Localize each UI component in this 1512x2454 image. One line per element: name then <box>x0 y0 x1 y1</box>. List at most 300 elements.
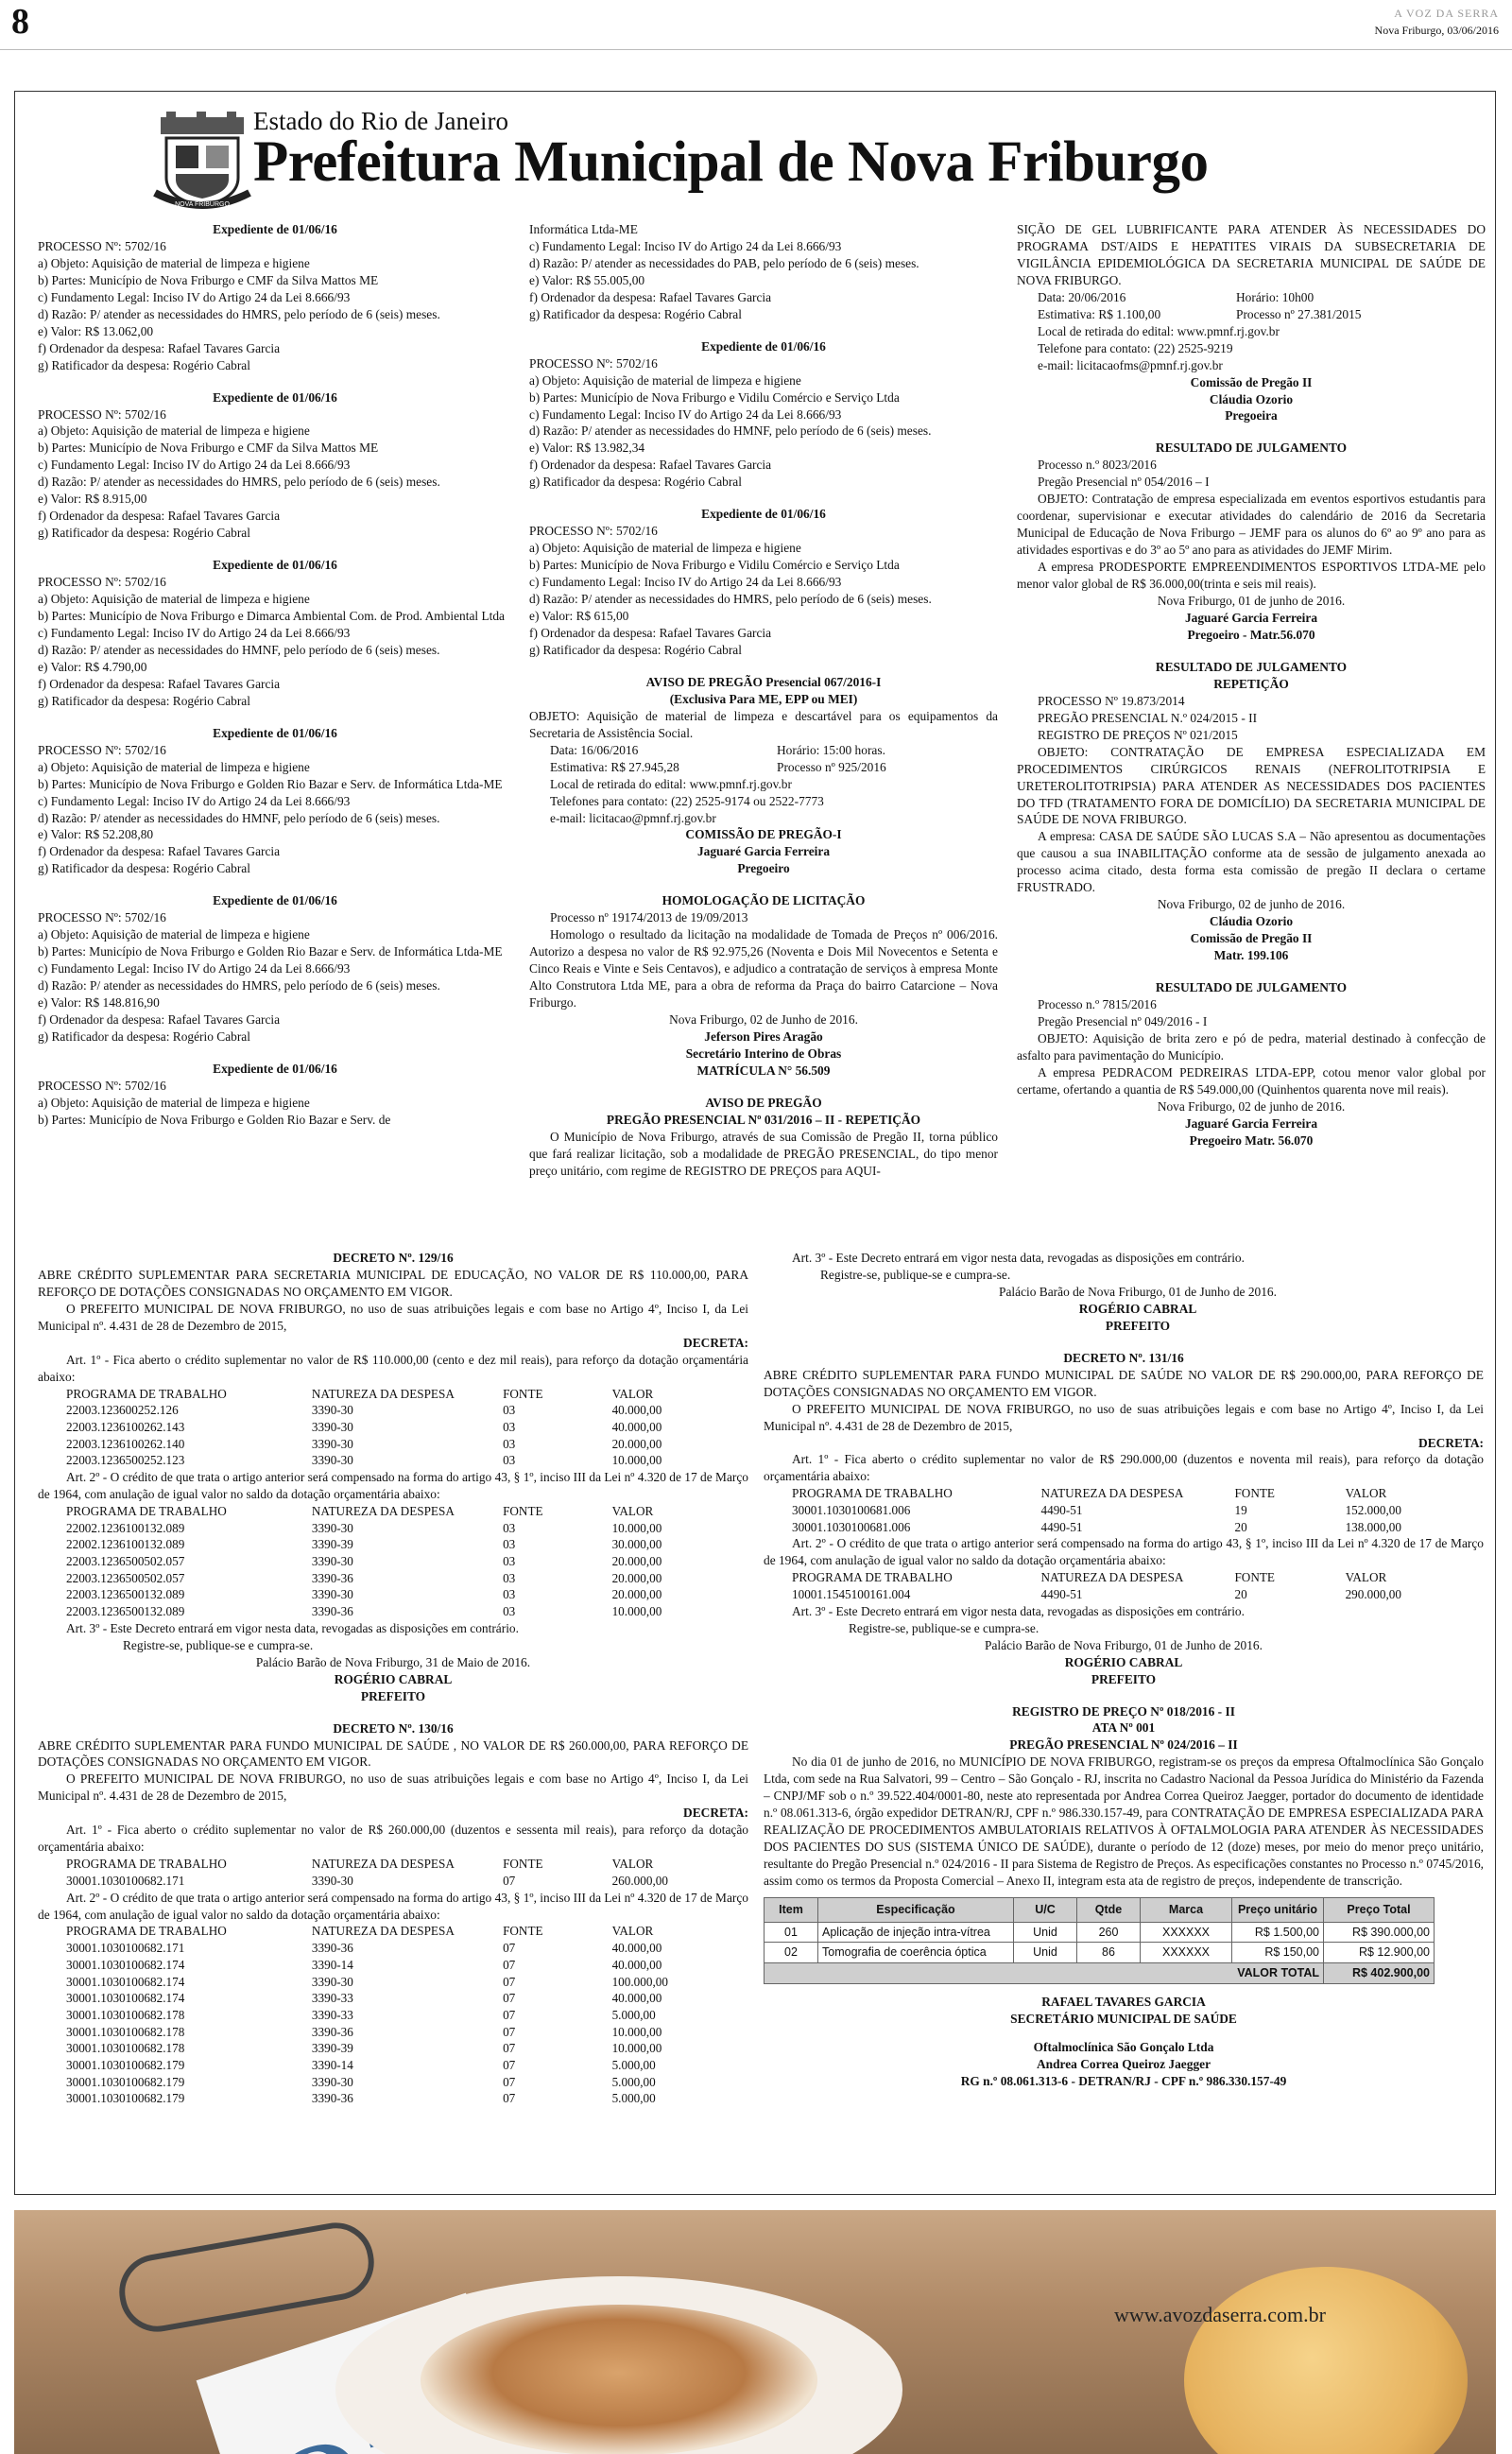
expediente-line: d) Razão: P/ atender as necessidades do PAB, pelo período de 6 (seis) meses. <box>529 255 919 270</box>
crest-motto: NOVA FRIBURGO <box>175 201 230 208</box>
expediente-line: e) Valor: R$ 55.005,00 <box>529 272 645 287</box>
budget-cell: 30001.1030100682.178 <box>66 2024 185 2039</box>
price-cell: R$ 150,00 <box>1232 1943 1324 1963</box>
decree-palacio: Palácio Barão de Nova Friburgo, 01 de Junho de 2016. <box>985 1637 1263 1652</box>
newspaper-date: Nova Friburgo, 03/06/2016 <box>1374 24 1499 37</box>
registro-ata: ATA Nº 001 <box>1091 1720 1156 1736</box>
aviso2-continuation: SIÇÃO DE GEL LUBRIFICANTE PARA ATENDER ÀS NECESSIDADES DO PROGRAMA DST/AIDS E HEPATITES VIRAIS DA SUBSECRETARIA DE VIGILÂNCIA EPIDEMIOLÓGICA DA SECRETARIA MUNICIPAL DE SAÚDE DE NOVA FRIBURGO. <box>1017 222 1486 287</box>
budget-row <box>66 1536 748 1553</box>
budget-cell: 4490-51 <box>1040 1587 1083 1602</box>
price-col-header: U/C <box>1014 1897 1077 1922</box>
budget-cell: 30001.1030100681.006 <box>792 1519 911 1534</box>
expediente-line: d) Razão: P/ atender as necessidades do HMRS, pelo período de 6 (seis) meses. <box>38 475 440 490</box>
budget-row <box>66 1586 748 1603</box>
aviso-estimativa: Estimativa: R$ 27.945,28 <box>550 759 679 774</box>
price-col-header: Qtde <box>1077 1897 1141 1922</box>
aviso-hora: Horário: 15:00 horas. <box>777 742 885 757</box>
res3-signer: Jaguaré Garcia Ferreira <box>1184 1115 1318 1131</box>
d130-registre: Registre-se, publique-se e cumpra-se. <box>820 1267 1011 1282</box>
budget-col-header: FONTE <box>503 1857 543 1872</box>
registro-rep: Andrea Correa Queiroz Jaegger <box>1036 2056 1211 2071</box>
aviso-subtitle: (Exclusiva Para ME, EPP ou MEI) <box>669 691 858 706</box>
budget-cell: 10.000,00 <box>611 1520 662 1535</box>
price-col-header: Marca <box>1141 1897 1232 1922</box>
budget-col-header: VALOR <box>1345 1570 1387 1585</box>
decree-subject: ABRE CRÉDITO SUPLEMENTAR PARA FUNDO MUNICIPAL DE SAÚDE NO VALOR DE R$ 290.000,00, PARA REFORÇO DE DOTAÇÕES CONSIGNADAS NO ORÇAMENTO EM VIGOR. <box>764 1367 1484 1399</box>
budget-col-header: FONTE <box>503 1924 543 1939</box>
budget-cell: 30001.1030100682.171 <box>66 1873 185 1888</box>
budget-cell: 3390-30 <box>311 1520 353 1535</box>
budget-cell: 07 <box>503 1991 516 2006</box>
budget-cell: 22003.1236500132.089 <box>66 1604 185 1619</box>
budget-row <box>66 1974 748 1991</box>
c3-estimativa: Estimativa: R$ 1.100,00 <box>1038 306 1161 321</box>
budget-cell: 20 <box>1234 1519 1247 1534</box>
coffee-foam <box>421 2305 817 2454</box>
expediente-line: b) Partes: Município de Nova Friburgo e Golden Rio Bazar e Serv. de Informática Ltda-ME <box>38 944 503 959</box>
budget-cell: 30.000,00 <box>611 1537 662 1552</box>
budget-cell: 20.000,00 <box>611 1570 662 1585</box>
expediente-line: PROCESSO Nº: 5702/16 <box>38 406 166 422</box>
decree-art3: Art. 3º - Este Decreto entrará em vigor nesta data, revogadas as disposições em contrário. <box>792 1603 1245 1618</box>
decree-art1: Art. 1º - Fica aberto o crédito suplementar no valor de R$ 290.000,00 (duzentos e noventa mil reais), para reforço da dotação orçamentária abaixo: <box>764 1452 1484 1484</box>
budget-cell: 22003.1236500252.123 <box>66 1453 185 1468</box>
budget-cell: 138.000,00 <box>1345 1519 1401 1534</box>
expediente-line: c) Fundamento Legal: Inciso IV do Artigo 24 da Lei 8.666/93 <box>529 238 842 253</box>
aviso-local: Local de retirada do edital: www.pmnf.rj.gov.br <box>550 776 792 791</box>
budget-row <box>66 1940 748 1957</box>
budget-cell: 07 <box>503 1974 516 1989</box>
budget-cell: 22002.1236100132.089 <box>66 1537 185 1552</box>
aviso-cargo: Pregoeiro <box>737 861 790 876</box>
expediente-line: a) Objeto: Aquisição de material de limpeza e higiene <box>529 541 801 556</box>
res2-title: RESULTADO DE JULGAMENTO <box>1155 659 1348 674</box>
c3-processo: Processo nº 27.381/2015 <box>1236 306 1362 321</box>
budget-row <box>66 1520 748 1537</box>
budget-cell: 3390-39 <box>311 2041 353 2056</box>
budget-cell: 3390-30 <box>311 1436 353 1451</box>
res2-signer-role: Comissão de Pregão II <box>1190 931 1313 946</box>
budget-cell: 3390-39 <box>311 1537 353 1552</box>
price-cell: Unid <box>1014 1922 1077 1943</box>
budget-cell: 10.000,00 <box>611 2024 662 2039</box>
expediente-line: PROCESSO Nº: 5702/16 <box>38 1078 166 1093</box>
budget-cell: 3390-30 <box>311 1587 353 1602</box>
homologacao-signer-role: Secretário Interino de Obras <box>685 1046 842 1061</box>
res2-subtitle: REPETIÇÃO <box>1213 676 1289 691</box>
decree-art2: Art. 2º - O crédito de que trata o artigo anterior será compensado na forma do artigo 43, § 1º, inciso III da Lei nº 4.320 de 17 de Março de 1964, com anulação de igual valor no saldo da dotação orçamentária abaixo: <box>38 1470 748 1502</box>
budget-table <box>66 1503 748 1620</box>
aviso2-text: O Município de Nova Friburgo, através de sua Comissão de Pregão II, torna público que fará realizar licitação, sob a modalidade de PREGÃO PRESENCIAL, do tipo menor preço unitário, com regime de REGISTRO DE PREÇOS para AQUI- <box>529 1129 998 1178</box>
price-col-header: Especificação <box>818 1897 1014 1922</box>
expediente-line: PROCESSO Nº: 5702/16 <box>529 524 658 539</box>
budget-col-header: VALOR <box>611 1857 654 1872</box>
d130-signer-role: PREFEITO <box>1105 1318 1171 1333</box>
budget-cell: 3390-30 <box>311 1403 353 1418</box>
budget-cell: 30001.1030100682.179 <box>66 2057 185 2072</box>
budget-row <box>66 2090 748 2107</box>
budget-col-header: FONTE <box>503 1503 543 1518</box>
decree-art2: Art. 2º - O crédito de que trata o artigo anterior será compensado na forma do artigo 43, § 1º, inciso III da Lei nº 4.320 de 17 de Março de 1964, com anulação de igual valor no saldo da dotação orçamentária abaixo: <box>38 1890 748 1922</box>
budget-col-header: NATUREZA DA DESPESA <box>1040 1486 1184 1501</box>
budget-cell: 30001.1030100682.174 <box>66 1957 185 1972</box>
budget-cell: 3390-30 <box>311 1420 353 1434</box>
expediente-line: PROCESSO Nº: 5702/16 <box>38 238 166 253</box>
registro-pregao: PREGÃO PRESENCIAL Nº 024/2016 – II <box>1009 1737 1238 1753</box>
expediente-heading: Expediente de 01/06/16 <box>213 1061 337 1076</box>
budget-cell: 5.000,00 <box>611 2007 656 2022</box>
budget-col-header: PROGRAMA DE TRABALHO <box>66 1924 227 1939</box>
expediente-line: g) Ratificador da despesa: Rogério Cabral <box>38 526 250 541</box>
aviso-comissao: COMISSÃO DE PREGÃO-I <box>685 827 842 842</box>
price-cell: Aplicação de injeção intra-vítrea <box>818 1922 1014 1943</box>
res2-date: Nova Friburgo, 02 de junho de 2016. <box>1157 897 1346 912</box>
ad-url[interactable]: www.avozdaserra.com.br <box>1114 2303 1326 2326</box>
budget-col-header: PROGRAMA DE TRABALHO <box>66 1857 227 1872</box>
budget-cell: 5.000,00 <box>611 2091 656 2106</box>
decree-art1: Art. 1º - Fica aberto o crédito suplementar no valor de R$ 260.000,00 (duzentos e sessenta mil reais), para reforço da dotação orçamentária abaixo: <box>38 1823 748 1855</box>
expediente-line: g) Ratificador da despesa: Rogério Cabral <box>38 861 250 876</box>
budget-row <box>66 1419 748 1436</box>
budget-cell: 07 <box>503 2007 516 2022</box>
budget-col-header: VALOR <box>611 1503 654 1518</box>
res3-date: Nova Friburgo, 02 de junho de 2016. <box>1157 1098 1346 1114</box>
decree-registre: Registre-se, publique-se e cumpra-se. <box>123 1637 314 1652</box>
res1-objeto: OBJETO: Contratação de empresa especializada em eventos esportivos estudantis para coordenar, supervisionar e executar atividades do calendário de 2016 da Secretaria Municipal de Educação de Nova Friburgo – JEMF para os alunos do 6º ao 9º ano para as atividades esportivas e do 3º ao 5º ano para as atividades do JEMF Mirim. <box>1017 492 1486 558</box>
expediente-line: PROCESSO Nº: 5702/16 <box>38 742 166 757</box>
budget-cell: 03 <box>503 1587 516 1602</box>
budget-row <box>66 1436 748 1453</box>
column-1 <box>38 221 512 1223</box>
budget-cell: 3390-36 <box>311 1604 353 1619</box>
expediente-line: a) Objeto: Aquisição de material de limpeza e higiene <box>38 927 310 942</box>
budget-cell: 30001.1030100682.174 <box>66 1974 185 1989</box>
budget-cell: 290.000,00 <box>1345 1587 1401 1602</box>
glasses-icon <box>113 2217 380 2338</box>
expediente-line: a) Objeto: Aquisição de material de limpeza e higiene <box>38 255 310 270</box>
budget-cell: 5.000,00 <box>611 2074 656 2089</box>
expediente-line: e) Valor: R$ 148.816,90 <box>38 995 160 1011</box>
budget-row <box>66 1957 748 1974</box>
expediente-line: f) Ordenador da despesa: Rafael Tavares Garcia <box>38 844 281 859</box>
expediente-line: b) Partes: Município de Nova Friburgo e Golden Rio Bazar e Serv. de <box>38 1112 391 1127</box>
res1-processo: Processo n.º 8023/2016 <box>1038 458 1157 473</box>
registro-sig-role: SECRETÁRIO MUNICIPAL DE SAÚDE <box>1010 2011 1237 2026</box>
budget-cell: 20.000,00 <box>611 1436 662 1451</box>
column-2 <box>529 221 998 1223</box>
decree-column-left <box>38 1250 748 2184</box>
expediente-line: d) Razão: P/ atender as necessidades do HMRS, pelo período de 6 (seis) meses. <box>529 592 932 607</box>
res1-pregao: Pregão Presencial nº 054/2016 – I <box>1038 475 1210 490</box>
res3-pregao: Pregão Presencial nº 049/2016 - I <box>1038 1013 1208 1028</box>
expediente-line: c) Fundamento Legal: Inciso IV do Artigo 24 da Lei 8.666/93 <box>38 961 351 976</box>
budget-cell: 40.000,00 <box>611 1957 662 1972</box>
budget-row <box>792 1519 1484 1536</box>
registro-company: Oftalmoclínica São Gonçalo Ltda <box>1033 2039 1214 2054</box>
d130-signer: ROGÉRIO CABRAL <box>1078 1301 1197 1316</box>
c3-email: e-mail: licitacaofms@pmnf.rj.gov.br <box>1038 357 1223 372</box>
res2-signer: Cláudia Ozorio <box>1209 914 1294 929</box>
budget-col-header: PROGRAMA DE TRABALHO <box>66 1386 227 1401</box>
budget-cell: 3390-30 <box>311 2074 353 2089</box>
expediente-line: c) Fundamento Legal: Inciso IV do Artigo 24 da Lei 8.666/93 <box>529 575 842 590</box>
homologacao-matricula: MATRÍCULA N° 56.509 <box>696 1063 831 1078</box>
budget-row <box>66 1990 748 2007</box>
expediente-line: g) Ratificador da despesa: Rogério Cabral <box>529 306 742 321</box>
expediente-line: c) Fundamento Legal: Inciso IV do Artigo 24 da Lei 8.666/93 <box>529 406 842 422</box>
res3-title: RESULTADO DE JULGAMENTO <box>1155 980 1348 995</box>
budget-cell: 30001.1030100681.006 <box>792 1503 911 1518</box>
aviso-processo: Processo nº 925/2016 <box>777 759 886 774</box>
expediente-line: e) Valor: R$ 52.208,80 <box>38 827 154 842</box>
budget-cell: 3390-36 <box>311 1941 353 1956</box>
budget-cell: 3390-30 <box>311 1554 353 1569</box>
newspaper-name: A VOZ DA SERRA <box>1394 7 1499 20</box>
budget-cell: 3390-33 <box>311 1991 353 2006</box>
budget-col-header: PROGRAMA DE TRABALHO <box>792 1486 953 1501</box>
c3-data: Data: 20/06/2016 <box>1038 289 1126 304</box>
budget-row <box>66 1452 748 1469</box>
price-row <box>765 1943 1435 1963</box>
expediente-heading: Expediente de 01/06/16 <box>213 389 337 405</box>
expediente-line: e) Valor: R$ 615,00 <box>529 609 629 624</box>
expediente-line: f) Ordenador da despesa: Rafael Tavares Garcia <box>529 289 772 304</box>
expediente-line: b) Partes: Município de Nova Friburgo e CMF da Silva Mattos ME <box>38 272 379 287</box>
res1-signer-role: Pregoeiro - Matr.56.070 <box>1187 627 1315 642</box>
budget-row <box>792 1586 1484 1603</box>
expediente-line: Informática Ltda-ME <box>529 222 638 236</box>
price-cell: R$ 390.000,00 <box>1324 1922 1435 1943</box>
city-crest-icon <box>153 112 251 214</box>
aviso-objeto: OBJETO: Aquisição de material de limpeza e descartável para os equipamentos da Secretaria de Assistência Social. <box>529 708 998 740</box>
budget-cell: 3390-36 <box>311 2024 353 2039</box>
budget-row <box>66 1873 748 1890</box>
price-cell: Tomografia de coerência óptica <box>818 1943 1014 1963</box>
budget-row <box>66 1402 748 1419</box>
budget-cell: 4490-51 <box>1040 1519 1083 1534</box>
decree-preamble: O PREFEITO MUNICIPAL DE NOVA FRIBURGO, no uso de suas atribuições legais e com base no Artigo 4º, Inciso I, da Lei Municipal nº. 4.431 de 28 de Dezembro de 2015, <box>764 1401 1484 1433</box>
budget-cell: 03 <box>503 1403 516 1418</box>
expediente-line: d) Razão: P/ atender as necessidades do HMNF, pelo período de 6 (seis) meses. <box>529 423 932 439</box>
budget-cell: 22003.1236500502.057 <box>66 1570 185 1585</box>
expediente-line: g) Ratificador da despesa: Rogério Cabral <box>38 1028 250 1044</box>
expediente-line: e) Valor: R$ 13.062,00 <box>38 323 154 338</box>
registro-sig-name: RAFAEL TAVARES GARCIA <box>1041 1994 1206 2009</box>
expediente-line: b) Partes: Município de Nova Friburgo e Dimarca Ambiental Com. de Prod. Ambiental Ltda <box>38 609 506 624</box>
d130-palacio: Palácio Barão de Nova Friburgo, 01 de Junho de 2016. <box>999 1284 1277 1299</box>
budget-cell: 20 <box>1234 1587 1247 1602</box>
budget-cell: 3390-30 <box>311 1873 353 1888</box>
price-cell: Unid <box>1014 1943 1077 1963</box>
decree-palacio: Palácio Barão de Nova Friburgo, 31 de Maio de 2016. <box>255 1654 531 1669</box>
homologacao-text: Homologo o resultado da licitação na modalidade de Tomada de Preços nº 006/2016. Autorizo a despesa no valor de R$ 92.975,26 (Noventa e Dois Mil Novecentos e Setenta e Cinco Reais e Vinte e Seis Centavos), e adjudico a contratação de serviços à empresa Monte Alto Construtora Ltda ME, para a obra de reforma da Praça do bairro Catarcione – Nova Friburgo. <box>529 927 998 1011</box>
budget-cell: 20.000,00 <box>611 1587 662 1602</box>
budget-cell: 40.000,00 <box>611 1420 662 1434</box>
c3-telefone: Telefone para contato: (22) 2525-9219 <box>1038 340 1233 355</box>
expediente-heading: Expediente de 01/06/16 <box>701 507 826 522</box>
budget-col-header: NATUREZA DA DESPESA <box>311 1924 455 1939</box>
price-cell: 01 <box>765 1922 818 1943</box>
budget-table <box>792 1569 1484 1602</box>
budget-cell: 22003.1236100262.143 <box>66 1420 185 1434</box>
decree-registre: Registre-se, publique-se e cumpra-se. <box>849 1620 1040 1635</box>
aviso-pregoeiro: Jaguaré Garcia Ferreira <box>696 844 831 859</box>
decree-decreta: DECRETA: <box>683 1335 748 1350</box>
budget-cell: 22002.1236100132.089 <box>66 1520 185 1535</box>
decree-subject: ABRE CRÉDITO SUPLEMENTAR PARA SECRETARIA MUNICIPAL DE EDUCAÇÃO, NO VALOR DE R$ 110.000,00, PARA REFORÇO DE DOTAÇÕES CONSIGNADAS NO ORÇAMENTO EM VIGOR. <box>38 1267 748 1299</box>
registro-text: No dia 01 de junho de 2016, no MUNICÍPIO DE NOVA FRIBURGO, registram-se os preços da empresa Oftalmoclínica São Gonçalo Ltda, com sede na Rua Salvatori, 99 – Centro – São Gonçalo - RJ, inscrita no Cadastro Nacional da Pessoa Jurídica do Ministério da Fazenda – CNPJ/MF sob o n.º 39.522.404/0001-80, neste ato representada por Andrea Correa Queiroz Jaegger, portador do documento de identidade n.º 08.061.313-6, órgão expedidor DETRAN/RJ, CPF n.º 986.330.157-49, para CONTRATAÇÃO DE EMPRESA ESPECIALIZADA PARA REALIZAÇÃO DE PROCEDIMENTOS AMBULATORIAIS RELATIVOS À OFTALMOLOGIA PARA ATENDER ÀS NECESSIDADES DOS PACIENTES DO SUS (SISTEMA ÚNICO DE SAÚDE), durante o período de 12 (doze) meses, por meio do menor preço unitário, resultante do Pregão Presencial n.º 024/2016 - II para Sistema de Registro de Preços. As especificações constantes no Processo n.º 0745/2016, assim como os termos da Proposta Comercial – Anexo II, integram esta ata de registro de preços, independente de transcrição. <box>764 1754 1484 1889</box>
expediente-line: a) Objeto: Aquisição de material de limpeza e higiene <box>529 372 801 388</box>
expediente-line: e) Valor: R$ 4.790,00 <box>38 659 147 674</box>
budget-cell: 3390-14 <box>311 1957 353 1972</box>
res2-processo: PROCESSO Nº 19.873/2014 <box>1038 693 1185 708</box>
expediente-line: f) Ordenador da despesa: Rafael Tavares Garcia <box>529 458 772 473</box>
price-col-header: Preço unitário <box>1232 1897 1324 1922</box>
aviso2-subtitle: PREGÃO PRESENCIAL Nº 031/2016 – II - REPETIÇÃO <box>606 1112 921 1127</box>
decree-preamble: O PREFEITO MUNICIPAL DE NOVA FRIBURGO, no uso de suas atribuições legais e com base no Artigo 4º, Inciso I, da Lei Municipal nº. 4.431 de 28 de Dezembro de 2015, <box>38 1771 748 1804</box>
budget-cell: 22003.1236500502.057 <box>66 1554 185 1569</box>
budget-row <box>66 2040 748 2057</box>
decree-subject: ABRE CRÉDITO SUPLEMENTAR PARA FUNDO MUNICIPAL DE SAÚDE , NO VALOR DE R$ 260.000,00, PARA REFORÇO DE DOTAÇÕES CONSIGNADAS NO ORÇAMENTO EM VIGOR. <box>38 1737 748 1770</box>
budget-cell: 30001.1030100682.178 <box>66 2041 185 2056</box>
registro-title: REGISTRO DE PREÇO Nº 018/2016 - II <box>1012 1703 1235 1719</box>
budget-cell: 22003.1236100262.140 <box>66 1436 185 1451</box>
budget-cell: 10.000,00 <box>611 2041 662 2056</box>
res3-processo: Processo n.º 7815/2016 <box>1038 996 1157 1011</box>
expediente-line: d) Razão: P/ atender as necessidades do HMNF, pelo período de 6 (seis) meses. <box>38 810 440 825</box>
budget-cell: 30001.1030100682.174 <box>66 1991 185 2006</box>
decree-art2: Art. 2º - O crédito de que trata o artigo anterior será compensado na forma do artigo 43, § 1º, inciso III da Lei nº 4.320 de 17 de Março de 1964, com anulação de igual valor no saldo da dotação orçamentária abaixo: <box>764 1536 1484 1568</box>
budget-cell: 3390-30 <box>311 1453 353 1468</box>
budget-col-header: FONTE <box>1234 1486 1275 1501</box>
decree-signer: ROGÉRIO CABRAL <box>1064 1654 1183 1669</box>
price-col-header: Preço Total <box>1324 1897 1435 1922</box>
total-label: VALOR TOTAL <box>765 1963 1324 1984</box>
res2-matricula: Matr. 199.106 <box>1213 948 1289 963</box>
budget-cell: 3390-33 <box>311 2007 353 2022</box>
budget-cell: 40.000,00 <box>611 1941 662 1956</box>
budget-row <box>66 2074 748 2091</box>
expediente-line: b) Partes: Município de Nova Friburgo e Golden Rio Bazar e Serv. de Informática Ltda-ME <box>38 776 503 791</box>
budget-row <box>66 1570 748 1587</box>
budget-col-header: VALOR <box>611 1386 654 1401</box>
res2-empresa: A empresa: CASA DE SAÚDE SÃO LUCAS S.A – Não apresentou as documentações que causou a sua INABILITAÇÃO conforme ata de sessão de julgamento anexada ao processo acima citado, desta forma esta comissão de pregão II declara o certame FRUSTRADO. <box>1017 829 1486 895</box>
budget-cell: 30001.1030100682.179 <box>66 2091 185 2106</box>
decree-art1: Art. 1º - Fica aberto o crédito suplementar no valor de R$ 110.000,00 (cento e dez mil reais), para reforço da dotação orçamentária abaixo: <box>38 1352 748 1384</box>
res1-signer: Jaguaré Garcia Ferreira <box>1184 610 1318 625</box>
expediente-line: g) Ratificador da despesa: Rogério Cabral <box>529 642 742 657</box>
expediente-line: c) Fundamento Legal: Inciso IV do Artigo 24 da Lei 8.666/93 <box>38 625 351 640</box>
budget-cell: 07 <box>503 2024 516 2039</box>
budget-table <box>66 1856 748 1889</box>
expediente-line: a) Objeto: Aquisição de material de limpeza e higiene <box>38 423 310 439</box>
aviso-title: AVISO DE PREGÃO Presencial 067/2016-I <box>645 674 882 689</box>
budget-row <box>792 1502 1484 1519</box>
column-3 <box>1017 221 1486 1223</box>
budget-col-header: NATUREZA DA DESPESA <box>311 1386 455 1401</box>
expediente-line: PROCESSO Nº: 5702/16 <box>38 910 166 925</box>
budget-cell: 10001.1545100161.004 <box>792 1587 911 1602</box>
budget-cell: 19 <box>1234 1503 1247 1518</box>
budget-cell: 20.000,00 <box>611 1554 662 1569</box>
expediente-line: g) Ratificador da despesa: Rogério Cabral <box>38 693 250 708</box>
homologacao-processo: Processo nº 19174/2013 de 19/09/2013 <box>550 910 748 925</box>
newspaper-ad <box>14 2210 1496 2454</box>
res2-objeto: OBJETO: CONTRATAÇÃO DE EMPRESA ESPECIALIZADA EM PROCEDIMENTOS CIRÚRGICOS RENAIS (NEFROLITOTRIPSIA E URETEROLITOTRIPSIA) PARA ATENDER AS NECESSIDADES DOS PACIENTES DO TFD (TRATAMENTO FORA DE DOMICÍLIO) DA SECRETARIA MUNICIPAL DE SAÚDE DE NOVA FRIBURGO. <box>1017 744 1486 827</box>
price-cell: 260 <box>1077 1922 1141 1943</box>
d130-art3: Art. 3º - Este Decreto entrará em vigor nesta data, revogadas as disposições em contrário. <box>792 1251 1245 1265</box>
budget-cell: 10.000,00 <box>611 1604 662 1619</box>
budget-cell: 03 <box>503 1420 516 1434</box>
c3-hora: Horário: 10h00 <box>1236 289 1314 304</box>
res1-date: Nova Friburgo, 01 de junho de 2016. <box>1157 594 1346 609</box>
c3-comissao: Comissão de Pregão II <box>1190 374 1313 389</box>
homologacao-signer: Jeferson Pires Aragão <box>704 1028 823 1044</box>
expediente-line: d) Razão: P/ atender as necessidades do HMNF, pelo período de 6 (seis) meses. <box>38 642 440 657</box>
expediente-line: c) Fundamento Legal: Inciso IV do Artigo 24 da Lei 8.666/93 <box>38 289 351 304</box>
expediente-line: d) Razão: P/ atender as necessidades do HMRS, pelo período de 6 (seis) meses. <box>38 306 440 321</box>
budget-cell: 22003.1236500132.089 <box>66 1587 185 1602</box>
expediente-line: f) Ordenador da despesa: Rafael Tavares Garcia <box>38 340 281 355</box>
decree-art3: Art. 3º - Este Decreto entrará em vigor nesta data, revogadas as disposições em contrário. <box>66 1620 519 1635</box>
expediente-heading: Expediente de 01/06/16 <box>213 222 337 236</box>
price-cell: R$ 1.500,00 <box>1232 1922 1324 1943</box>
expediente-line: a) Objeto: Aquisição de material de limpeza e higiene <box>38 759 310 774</box>
expediente-line: g) Ratificador da despesa: Rogério Cabral <box>38 357 250 372</box>
res3-empresa: A empresa PEDRACOM PEDREIRAS LTDA-EPP, cotou menor valor global por certame, ofertando a quantia de R$ 549.000,00 (Quinhentos quarenta nove mil reais). <box>1017 1064 1486 1097</box>
expediente-line: a) Objeto: Aquisição de material de limpeza e higiene <box>38 592 310 607</box>
expediente-line: PROCESSO Nº: 5702/16 <box>38 575 166 590</box>
expediente-line: f) Ordenador da despesa: Rafael Tavares Garcia <box>38 509 281 524</box>
decree-title: DECRETO Nº. 130/16 <box>333 1720 454 1736</box>
decree-signer-role: PREFEITO <box>1091 1671 1157 1686</box>
res2-registro: REGISTRO DE PREÇOS Nº 021/2015 <box>1038 727 1238 742</box>
decree-decreta: DECRETA: <box>683 1806 748 1821</box>
decree-column-right <box>764 1250 1484 2184</box>
budget-cell: 22003.123600252.126 <box>66 1403 179 1418</box>
price-cell: XXXXXX <box>1141 1922 1232 1943</box>
expediente-line: c) Fundamento Legal: Inciso IV do Artigo 24 da Lei 8.666/93 <box>38 793 351 808</box>
budget-col-header: PROGRAMA DE TRABALHO <box>792 1570 953 1585</box>
expediente-line: f) Ordenador da despesa: Rafael Tavares Garcia <box>38 676 281 691</box>
cake-icon <box>1184 2267 1468 2454</box>
budget-table <box>66 1923 748 2107</box>
budget-cell: 30001.1030100682.178 <box>66 2007 185 2022</box>
aviso-data: Data: 16/06/2016 <box>550 742 639 757</box>
budget-col-header: FONTE <box>1234 1570 1275 1585</box>
budget-cell: 07 <box>503 2091 516 2106</box>
expediente-line: f) Ordenador da despesa: Rafael Tavares Garcia <box>38 1011 281 1027</box>
price-cell: XXXXXX <box>1141 1943 1232 1963</box>
c3-local: Local de retirada do edital: www.pmnf.rj.gov.br <box>1038 323 1280 338</box>
budget-cell: 40.000,00 <box>611 1991 662 2006</box>
price-col-header: Item <box>765 1897 818 1922</box>
budget-cell: 4490-51 <box>1040 1503 1083 1518</box>
expediente-line: f) Ordenador da despesa: Rafael Tavares Garcia <box>529 625 772 640</box>
budget-col-header: VALOR <box>1345 1486 1387 1501</box>
budget-col-header: FONTE <box>503 1386 543 1401</box>
budget-table <box>792 1485 1484 1535</box>
budget-cell: 3390-14 <box>311 2057 353 2072</box>
budget-table <box>66 1386 748 1469</box>
budget-cell: 10.000,00 <box>611 1453 662 1468</box>
budget-cell: 07 <box>503 2041 516 2056</box>
budget-cell: 3390-36 <box>311 2091 353 2106</box>
decree-decreta: DECRETA: <box>1418 1435 1484 1450</box>
budget-cell: 03 <box>503 1570 516 1585</box>
budget-col-header: NATUREZA DA DESPESA <box>1040 1570 1184 1585</box>
expediente-line: PROCESSO Nº: 5702/16 <box>529 355 658 371</box>
